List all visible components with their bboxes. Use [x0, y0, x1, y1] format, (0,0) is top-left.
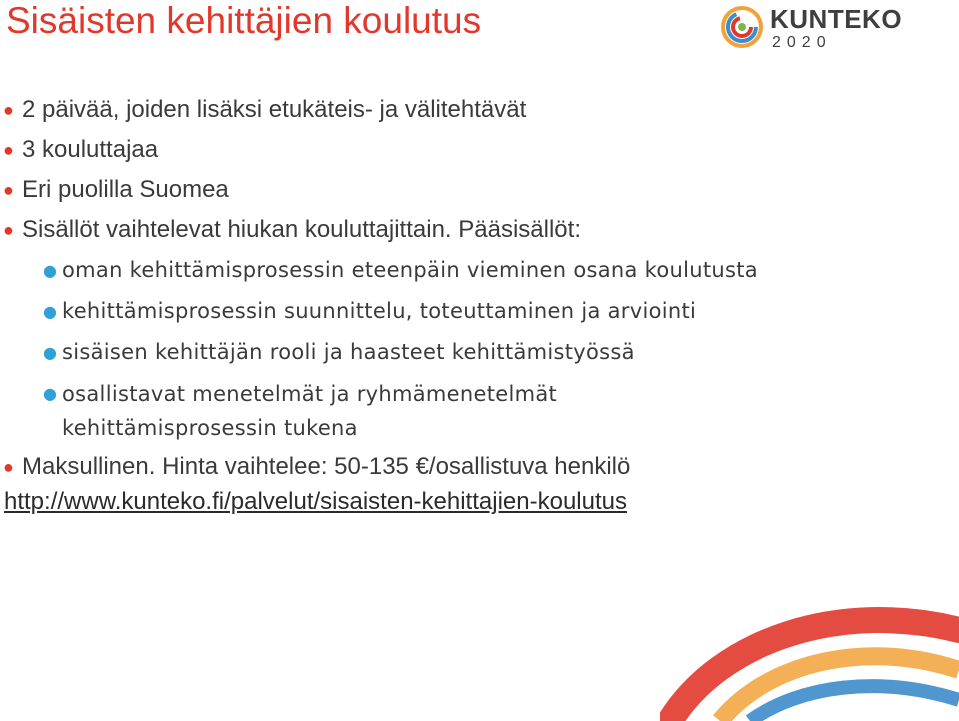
bullet-dot-icon: ●: [3, 100, 14, 120]
sub-bullet-text: osallistavat menetelmät ja ryhmämenetelmät kehittämisprosessin tukena: [62, 382, 558, 440]
bullet-list: [0, 90, 950, 487]
sub-list-item: [0, 291, 950, 332]
list-item: [0, 170, 950, 210]
sub-bullet-text: oman kehittämisprosessin eteenpäin vieminen osana koulutusta: [62, 258, 758, 282]
bullet-dot-icon: ●: [3, 140, 14, 160]
sub-list-item: [0, 332, 950, 373]
sub-bullet-dot-icon: ●: [43, 261, 58, 280]
kunteko-logo: [720, 2, 920, 56]
bullet-text: Maksullinen. Hinta vaihtelee: 50-135 €/osallistuva henkilö: [22, 453, 631, 480]
sub-bullet-text: sisäisen kehittäjän rooli ja haasteet kehittämistyössä: [62, 340, 635, 364]
slide-title: Sisäisten kehittäjien koulutus: [6, 0, 482, 41]
sub-bullet-dot-icon: ●: [43, 302, 58, 321]
list-item: [0, 447, 950, 487]
course-link[interactable]: http://www.kunteko.fi/palvelut/sisaisten-kehittajien-koulutus: [4, 488, 627, 515]
logo-wordmark: KUNTEKO: [770, 4, 903, 34]
bullet-text: 3 kouluttajaa: [22, 136, 159, 163]
kunteko-logo-mark: [720, 4, 764, 50]
sub-bullet-dot-icon: ●: [43, 384, 58, 403]
logo-year: 2020: [772, 34, 832, 51]
bullet-text: Eri puolilla Suomea: [22, 176, 229, 203]
sub-bullet-dot-icon: ●: [43, 343, 58, 362]
sub-bullet-group: [0, 250, 950, 447]
bullet-text: 2 päivää, joiden lisäksi etukäteis- ja välitehtävät: [22, 96, 527, 123]
list-item: [0, 130, 950, 170]
bullet-dot-icon: ●: [3, 180, 14, 200]
bullet-dot-icon: ●: [3, 220, 14, 240]
sub-list-item: [0, 250, 950, 291]
sub-list-item: [0, 373, 682, 447]
list-item: [0, 90, 950, 130]
sub-bullet-text: kehittämisprosessin suunnittelu, toteuttaminen ja arviointi: [62, 299, 697, 323]
decorative-swoosh: [660, 600, 959, 721]
bullet-dot-icon: ●: [3, 457, 14, 477]
list-item: [0, 210, 950, 250]
bullet-text: Sisällöt vaihtelevat hiukan kouluttajittain. Pääsisällöt:: [22, 216, 581, 243]
